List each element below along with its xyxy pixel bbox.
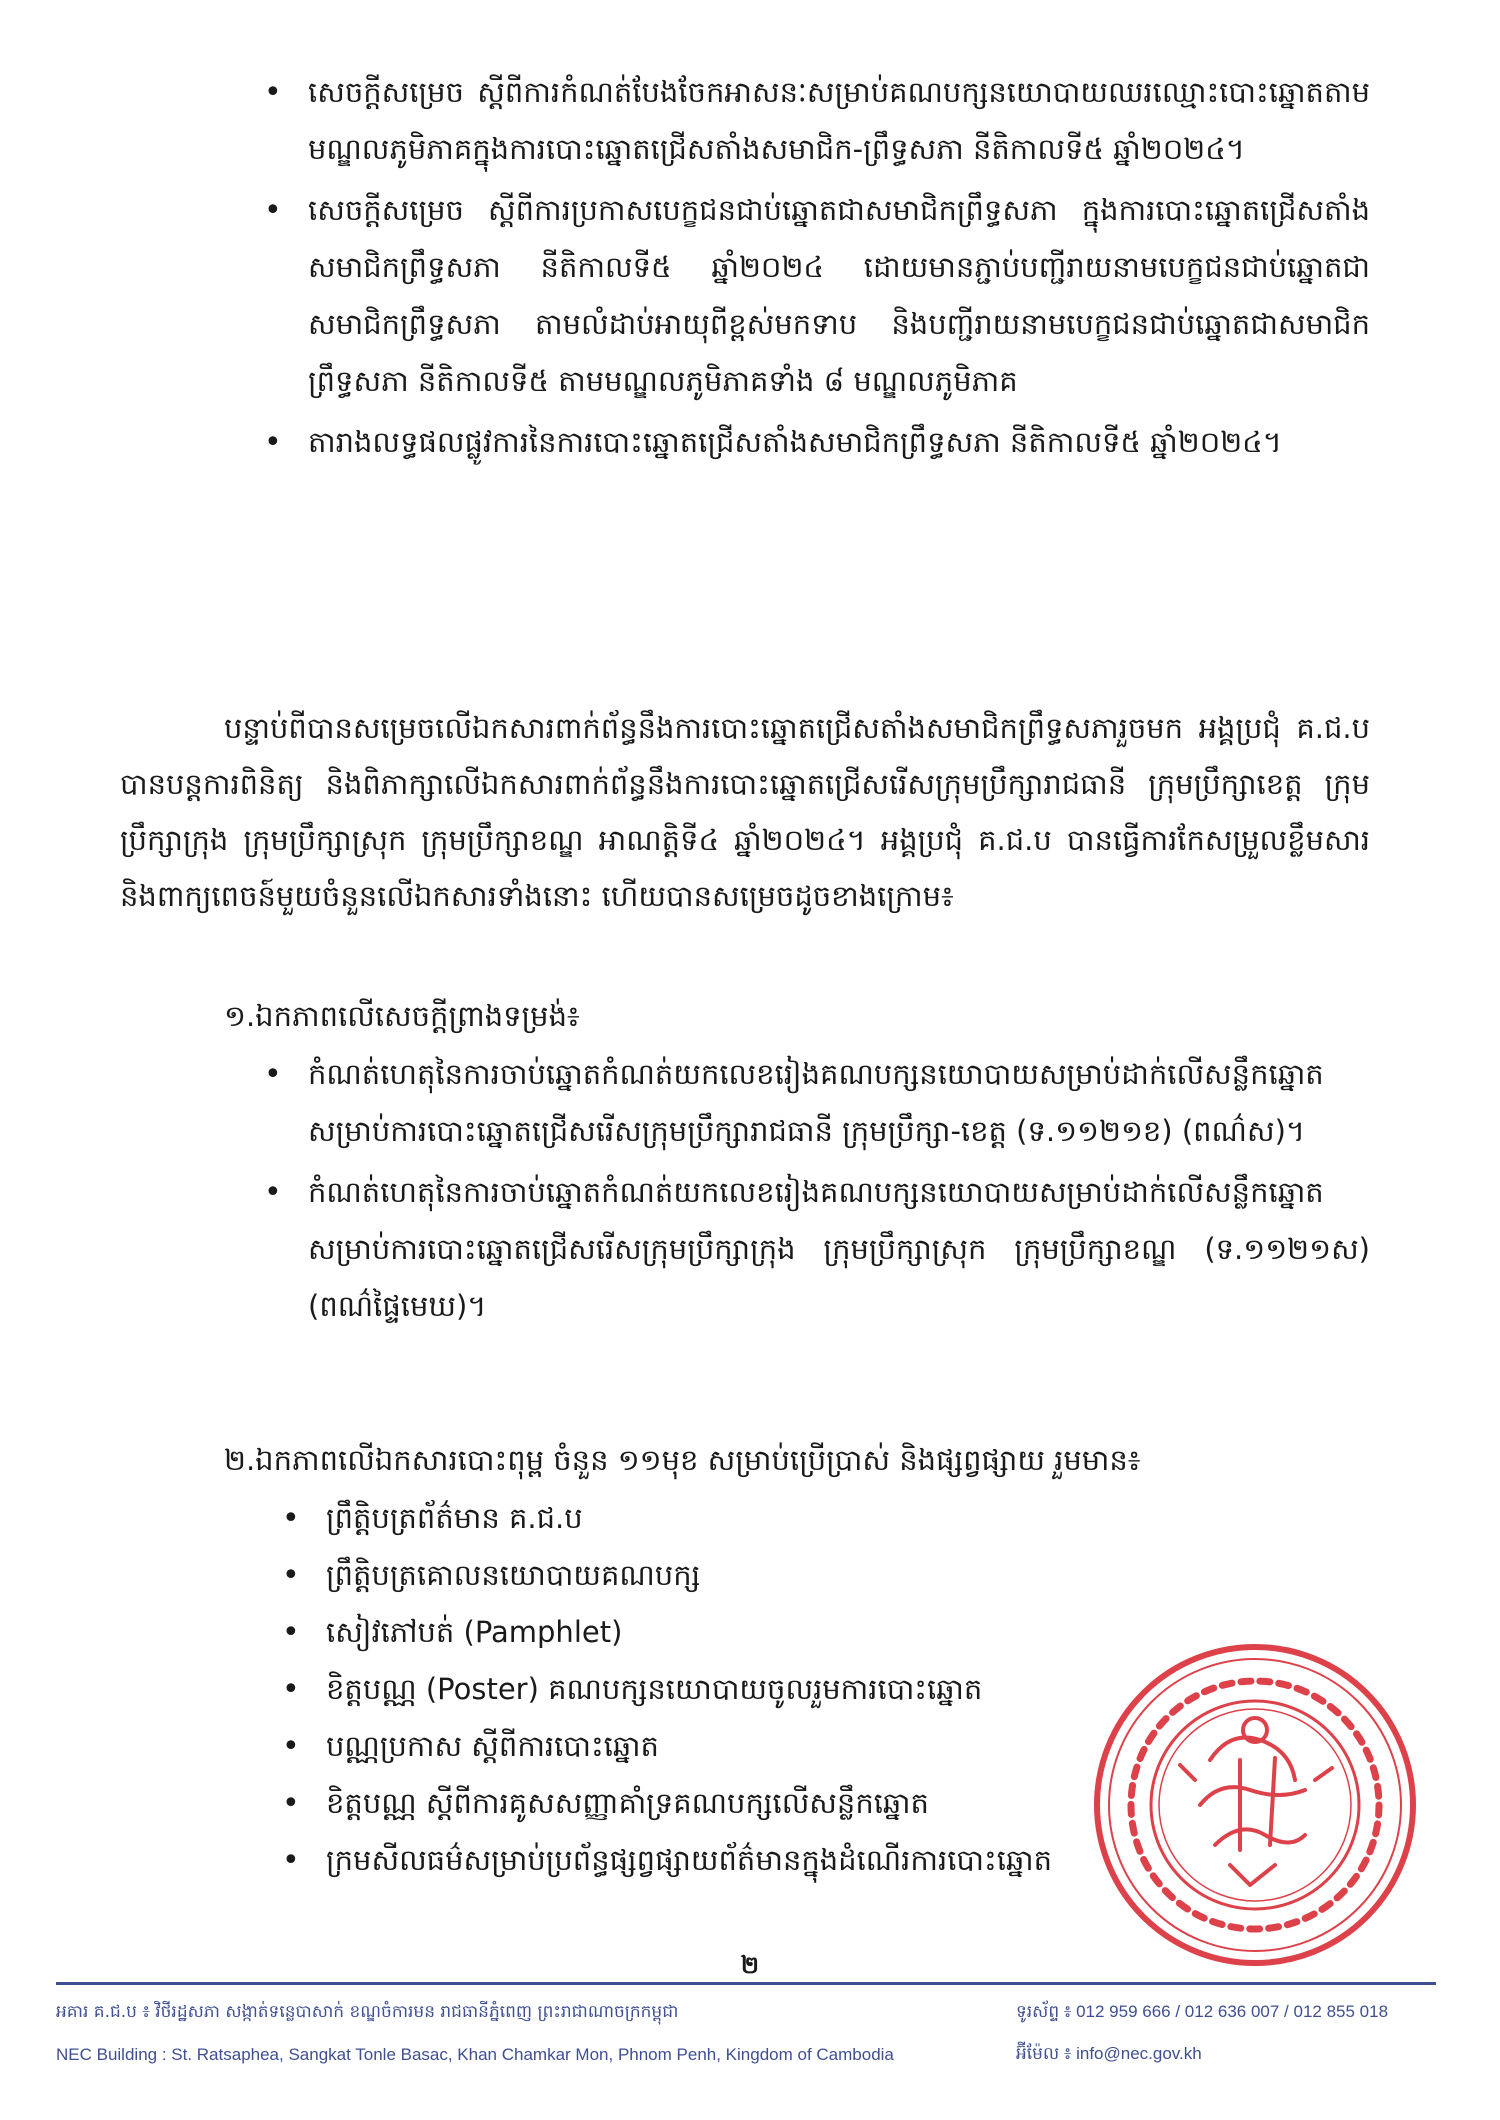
section-1-list	[308, 1046, 1370, 1335]
list-item: • កំណត់ហេតុនៃការចាប់ឆ្នោតកំណត់យកលេខរៀងគណបក្សនយោបាយសម្រាប់ដាក់លើសន្លឹកឆ្នោត សម្រាប់ការបោះឆ្នោតជ្រើសរើសក្រុមប្រឹក្សារាជធានី ក្រុមប្រឹក្សា-ខេត្ត (ទ.១១២១ខ) (ពណ៌ស)។	[308, 1046, 1370, 1160]
footer-phone: ទូរស័ព្ទ ៖ 012 959 666 / 012 636 007 / 012 855 018	[1016, 2001, 1389, 2021]
section-2-heading: ២.ឯកភាពលើឯកសារបោះពុម្ព ចំនួន ១១មុខ សម្រាប់ប្រើប្រាស់ និងផ្សព្វផ្សាយ រួមមាន៖	[224, 1443, 1141, 1477]
decision-list	[308, 64, 1370, 471]
list-item: • សៀវភៅបត់ (Pamphlet)	[326, 1604, 1370, 1661]
footer	[56, 1992, 1436, 2076]
list-item: • ខិត្តបណ្ណ (Poster) គណបក្សនយោបាយចូលរួមការបោះឆ្នោត	[326, 1661, 1370, 1718]
footer-email[interactable]: អ៊ីម៉ែល ៖ info@nec.gov.kh	[1016, 2043, 1202, 2063]
list-item: • តារាងលទ្ធផលផ្លូវការនៃការបោះឆ្នោតជ្រើសតាំងសមាជិកព្រឹទ្ធសភា នីតិកាលទី៥ ឆ្នាំ២០២៤។	[308, 414, 1370, 471]
footer-address-khmer: អគារ គ.ជ.ប ៖ វិថីរដ្ឋសភា សង្កាត់ទន្លេបាសាក់ ខណ្ឌចំការមន រាជធានីភ្នំពេញ ព្រះរាជាណាចក្រកម្ពុជា	[56, 2001, 679, 2022]
footer-address-english: NEC Building : St. Ratsaphea, Sangkat Tonle Basac, Khan Chamkar Mon, Phnom Penh, Kingdom of Cambodia	[56, 2045, 894, 2064]
list-item: • ខិត្តបណ្ណ ស្ដីពីការគូសសញ្ញាគាំទ្រគណបក្សលើសន្លឹកឆ្នោត	[326, 1775, 1370, 1832]
list-item: • កំណត់ហេតុនៃការចាប់ឆ្នោតកំណត់យកលេខរៀងគណបក្សនយោបាយសម្រាប់ដាក់លើសន្លឹកឆ្នោត សម្រាប់ការបោះឆ្នោតជ្រើសរើសក្រុមប្រឹក្សាក្រុង ក្រុមប្រឹក្សាស្រុក ក្រុមប្រឹក្សាខណ្ឌ (ទ.១១២១ស) (ពណ៌ផ្ទៃមេឃ)។	[308, 1164, 1370, 1335]
official-seal-icon	[1090, 1640, 1420, 1970]
section-1-heading: ១.ឯកភាពលើសេចក្ដីព្រាងទម្រង់៖	[224, 999, 580, 1033]
list-item: • សេចក្ដីសម្រេច ស្ដីពីការប្រកាសបេក្ខជនជាប់ឆ្នោតជាសមាជិកព្រឹទ្ធសភា ក្នុងការបោះឆ្នោតជ្រើសតាំងសមាជិកព្រឹទ្ធសភា នីតិកាលទី៥ ឆ្នាំ២០២៤ ដោយមានភ្ជាប់បញ្ជីរាយនាមបេក្ខជនជាប់ឆ្នោតជាសមាជិកព្រឹទ្ធសភា តាមលំដាប់អាយុពីខ្ពស់មកទាប និងបញ្ជីរាយនាមបេក្ខជនជាប់ឆ្នោតជាសមាជិកព្រឹទ្ធសភា នីតិកាលទី៥ តាមមណ្ឌលភូមិភាគទាំង ៨ មណ្ឌលភូមិភាគ	[308, 182, 1370, 410]
list-item: • បណ្ណប្រកាស ស្ដីពីការបោះឆ្នោត	[326, 1718, 1370, 1775]
page-number: ២	[740, 1951, 760, 1979]
list-item: • ក្រមសីលធម៌សម្រាប់ប្រព័ន្ធផ្សព្វផ្សាយព័ត៌មានក្នុងដំណើរការបោះឆ្នោត	[326, 1832, 1370, 1889]
list-item: • ព្រឹត្តិបត្រព័ត៌មាន គ.ជ.ប	[326, 1490, 1370, 1547]
footer-divider	[56, 1982, 1436, 1985]
list-item: • សេចក្ដីសម្រេច ស្ដីពីការកំណត់បែងចែកអាសនៈសម្រាប់គណបក្សនយោបាយឈរឈ្មោះបោះឆ្នោតតាមមណ្ឌលភូមិភាគក្នុងការបោះឆ្នោតជ្រើសតាំងសមាជិក-ព្រឹទ្ធសភា នីតិកាលទី៥ ឆ្នាំ២០២៤។	[308, 64, 1370, 178]
list-item: • ព្រឹត្តិបត្រគោលនយោបាយគណបក្ស	[326, 1547, 1370, 1604]
intro-paragraph: បន្ទាប់ពីបានសម្រេចលើឯកសារពាក់ព័ន្ធនឹងការបោះឆ្នោតជ្រើសតាំងសមាជិកព្រឹទ្ធសភារួចមក អង្គប្រជុំ គ.ជ.ប បានបន្តការពិនិត្យ និងពិភាក្សាលើឯកសារពាក់ព័ន្ធនឹងការបោះឆ្នោតជ្រើសរើសក្រុមប្រឹក្សារាជធានី ក្រុមប្រឹក្សាខេត្ត ក្រុមប្រឹក្សាក្រុង ក្រុមប្រឹក្សាស្រុក ក្រុមប្រឹក្សាខណ្ឌ អាណត្តិទី៤ ឆ្នាំ២០២៤។ អង្គប្រជុំ គ.ជ.ប បានធ្វើការកែសម្រួលខ្លឹមសារ និងពាក្យពេចន៍មួយចំនួនលើឯកសារទាំងនោះ ហើយបានសម្រេចដូចខាងក្រោម៖	[120, 711, 1370, 913]
